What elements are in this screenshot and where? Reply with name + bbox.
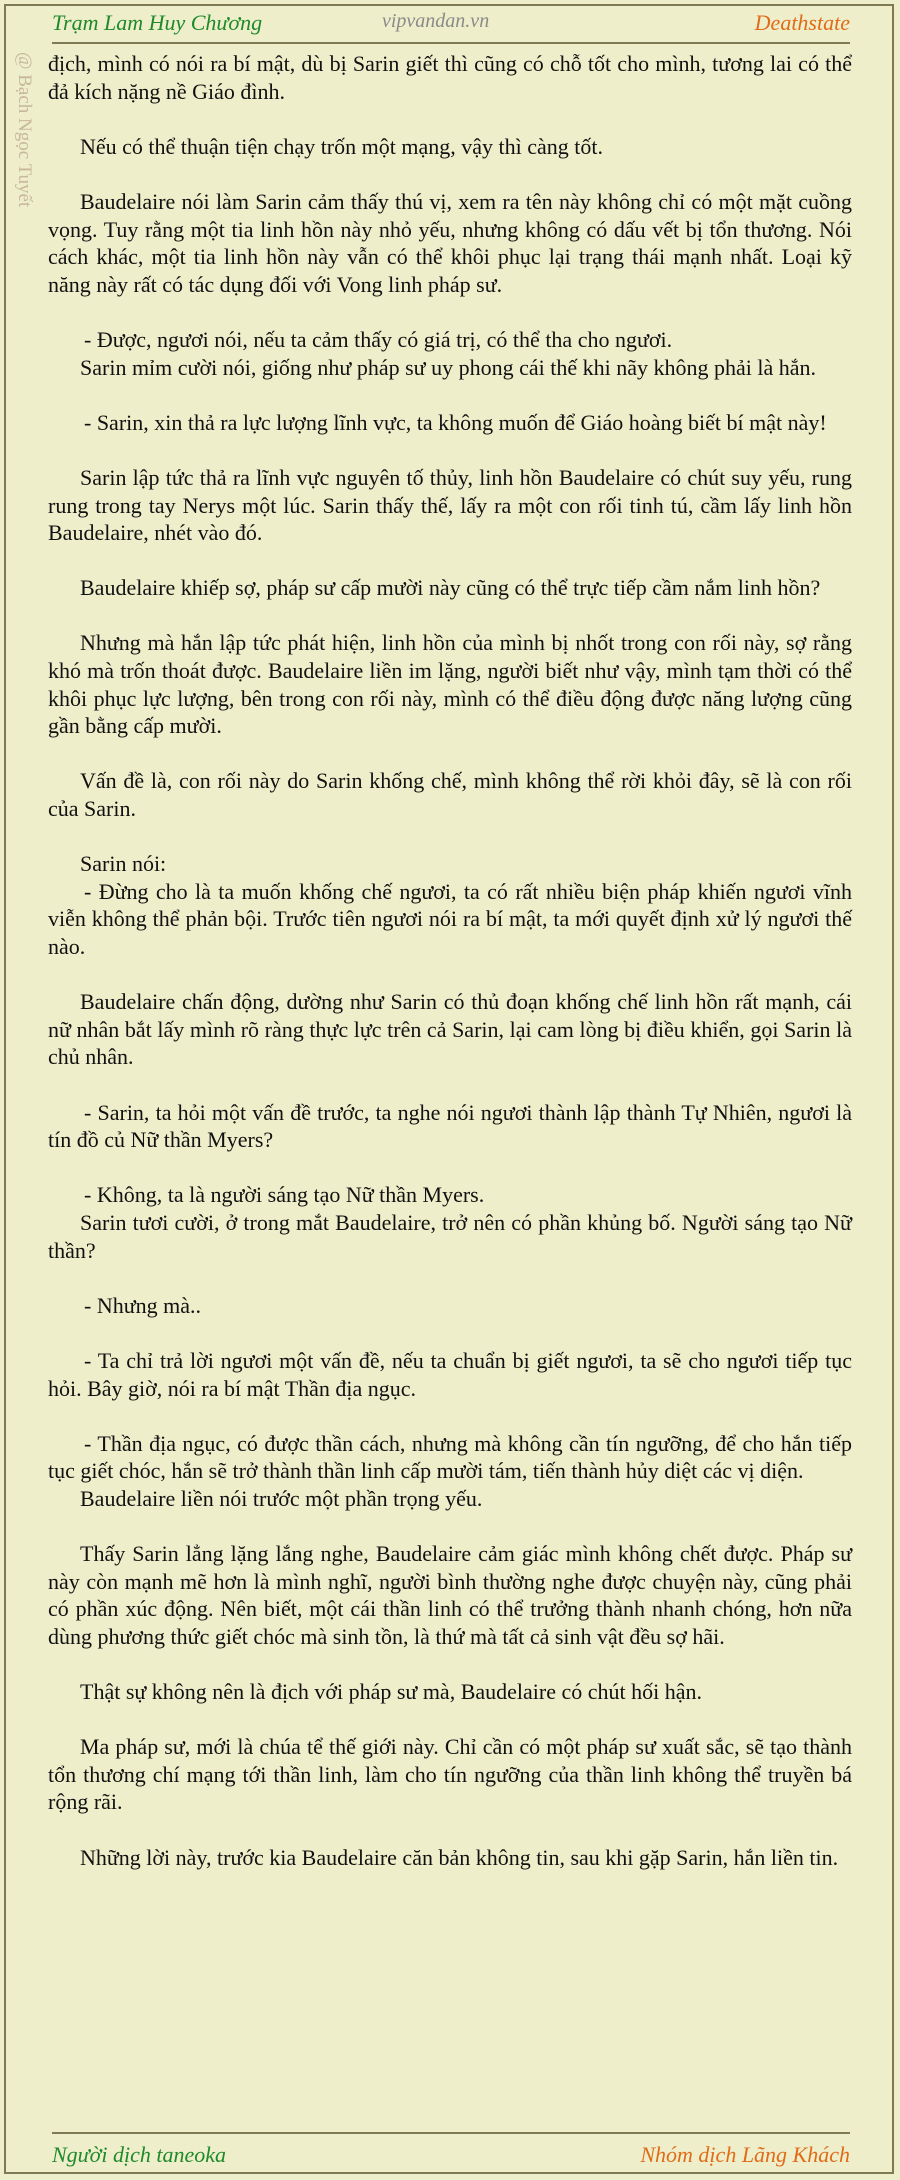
footer-divider <box>52 2132 850 2134</box>
paragraph: Sarin lập tức thả ra lĩnh vực nguyên tố thủy, linh hồn Baudelaire có chút suy yếu, rung rung trong tay Nerys một lúc. Sarin thấy thế, lấy ra một con rối tinh tú, cầm lấy linh hồn Baudelaire, nhét vào đó. <box>48 464 852 546</box>
paragraph: Sarin nói: <box>80 851 167 877</box>
footer-translator: Người dịch taneoka <box>52 2142 227 2167</box>
dialogue-line: - Ta chỉ trả lời ngươi một vấn đề, nếu ta chuẩn bị giết ngươi, ta sẽ cho ngươi tiếp tục hỏi. Bây giờ, nói ra bí mật Thần địa ngục. <box>48 1347 852 1401</box>
paragraph: Baudelaire nói làm Sarin cảm thấy thú vị, xem ra tên này không chỉ có một mặt cuồng vọng. Tuy rằng một tia linh hồn này nhỏ yếu, nhưng không có dấu vết bị tổn thương. Nói cách khác, một tia linh hồn này vẫn có thể khôi phục lại trạng thái mạnh nhất. Loại kỹ năng này rất có tác dụng đối với Vong linh pháp sư. <box>48 188 852 297</box>
side-watermark: @ Bạch Ngọc Tuyết <box>14 52 35 208</box>
dialogue-line: - Đừng cho là ta muốn khống chế ngươi, ta có rất nhiều biện pháp khiến ngươi vĩnh viễn không thể phản bội. Trước tiên ngươi nói ra bí mật, ta mới quyết định xử lý ngươi thế nào. <box>48 878 852 959</box>
chapter-text <box>48 50 852 1871</box>
header-book-title: Deathstate <box>754 10 850 35</box>
page-footer <box>52 2140 850 2170</box>
header-series-title: Trạm Lam Huy Chương <box>52 10 263 35</box>
paragraph: Vấn đề là, con rối này do Sarin khống chế, mình không thể rời khỏi đây, sẽ là con rối của Sarin. <box>48 768 852 822</box>
dialogue-line: - Nhưng mà.. <box>84 1292 202 1318</box>
footer-group: Nhóm dịch Lãng Khách <box>640 2142 850 2167</box>
paragraph: Thấy Sarin lẳng lặng lắng nghe, Baudelaire cảm giác mình không chết được. Pháp sư này còn mạnh mẽ hơn là mình nghĩ, người bình thường nghe được chuyện này, cũng phải có phần xúc động. Nên biết, một cái thần linh có thể trưởng thành nhanh chóng, hơn nữa dùng phương thức giết chóc mà sinh tồn, là thứ mà tất cả sinh vật đều sợ hãi. <box>48 1541 852 1649</box>
dialogue-line: - Được, ngươi nói, nếu ta cảm thấy có giá trị, có thể tha cho ngươi. <box>84 326 673 352</box>
header-site: vipvandan.vn <box>382 10 490 32</box>
paragraph: Baudelaire khiếp sợ, pháp sư cấp mười này cũng có thể trực tiếp cầm nắm linh hồn? <box>80 575 821 601</box>
paragraph: Nếu có thể thuận tiện chạy trốn một mạng, vậy thì càng tốt. <box>80 133 603 159</box>
dialogue-line: - Thần địa ngục, có được thần cách, nhưng mà không cần tín ngưỡng, để cho hắn tiếp tục giết chóc, hắn sẽ trở thành thần linh cấp mười tám, tiến thành hủy diệt các vị diện. <box>48 1430 852 1484</box>
paragraph: địch, mình có nói ra bí mật, dù bị Sarin giết thì cũng có chỗ tốt cho mình, tương lai có thể đả kích nặng nề Giáo đình. <box>48 51 852 104</box>
dialogue-line: - Không, ta là người sáng tạo Nữ thần Myers. <box>84 1182 485 1208</box>
paragraph: Nhưng mà hắn lập tức phát hiện, linh hồn của mình bị nhốt trong con rối này, sợ rằng khó mà trốn thoát được. Baudelaire liền im lặng, người biết như vậy, mình tạm thời có thể khôi phục lực lượng, bên trong con rối này, mình có thể điều động được năng lượng cũng gần bằng cấp mười. <box>48 630 852 739</box>
paragraph: Baudelaire liền nói trước một phần trọng yếu. <box>80 1485 483 1511</box>
page-header <box>52 8 850 42</box>
paragraph: Sarin tươi cười, ở trong mắt Baudelaire, trở nên có phần khủng bố. Người sáng tạo Nữ thần? <box>48 1209 852 1263</box>
dialogue-line: - Sarin, ta hỏi một vấn đề trước, ta nghe nói ngươi thành lập thành Tự Nhiên, ngươi là tín đồ củ Nữ thần Myers? <box>48 1099 852 1153</box>
paragraph: Những lời này, trước kia Baudelaire căn bản không tin, sau khi gặp Sarin, hắn liền tin. <box>80 1844 839 1870</box>
dialogue-line: - Sarin, xin thả ra lực lượng lĩnh vực, ta không muốn để Giáo hoàng biết bí mật này! <box>84 409 827 435</box>
header-divider <box>52 42 850 44</box>
paragraph: Sarin mỉm cười nói, giống như pháp sư uy phong cái thế khi nãy không phải là hắn. <box>80 354 817 380</box>
paragraph: Thật sự không nên là địch với pháp sư mà, Baudelaire có chút hối hận. <box>80 1679 702 1705</box>
paragraph: Ma pháp sư, mới là chúa tể thế giới này. Chỉ cần có một pháp sư xuất sắc, sẽ tạo thành tổn thương chí mạng tới thần linh, làm cho tín ngưỡng của thần linh không thể truyền bá rộng rãi. <box>48 1734 852 1815</box>
paragraph: Baudelaire chấn động, dường như Sarin có thủ đoạn khống chế linh hồn rất mạnh, cái nữ nhân bắt lấy mình rõ ràng thực lực trên cả Sarin, lại cam lòng bị điều khiển, gọi Sarin là chủ nhân. <box>48 989 852 1070</box>
